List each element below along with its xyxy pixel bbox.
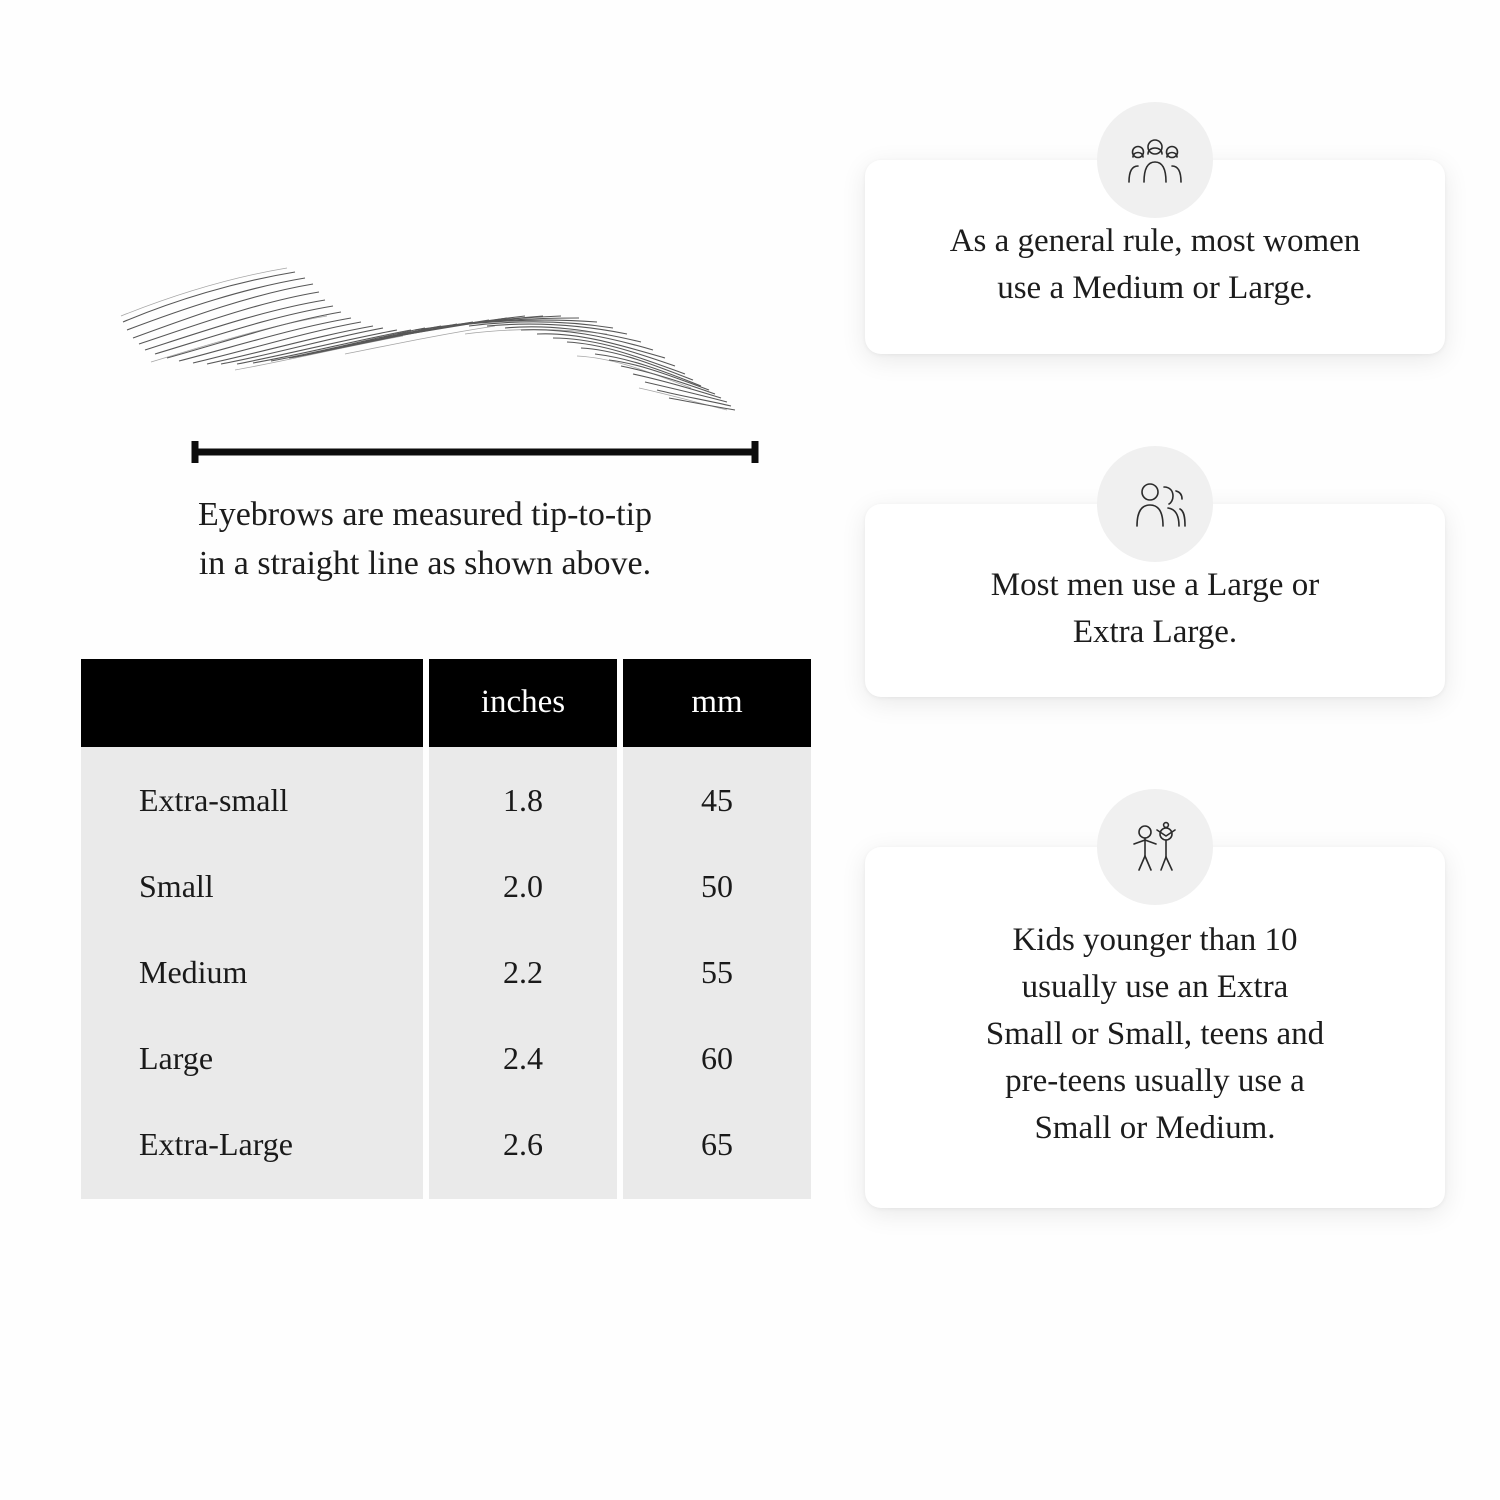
note-line-4: pre-teens usually use a [1005,1063,1305,1100]
note-line-2: usually use an Extra [1021,969,1289,1006]
table-header-row [81,659,811,747]
cell-inches: 1.8 [429,747,617,844]
note-card-kids [865,847,1445,1207]
cell-mm: 50 [623,844,811,930]
table-row [81,844,811,930]
cell-mm: 45 [623,747,811,844]
left-column [75,150,805,1199]
eyebrow-figure [115,150,755,480]
right-column [865,160,1445,1280]
note-line-3: Small or Small, teens and [985,1016,1325,1053]
men-group-icon [1097,446,1213,562]
measurement-bar-icon [190,440,760,464]
kids-icon-glyph [1126,820,1184,874]
table-row [81,1016,811,1102]
cell-mm: 55 [623,930,811,1016]
note-line-1: As a general rule, most women [949,223,1361,259]
cell-inches: 2.0 [429,844,617,930]
cell-size-name: Small [81,844,423,930]
note-text-kids [905,917,1405,1151]
note-card-men [865,504,1445,698]
caption-line-2: in a straight line as shown above. [198,545,652,583]
women-group-icon-glyph [1124,134,1186,186]
size-table-body [81,747,811,1199]
note-line-5: Small or Medium. [1034,1109,1276,1146]
size-table [75,659,817,1199]
cell-mm: 60 [623,1016,811,1102]
header-size-name [81,659,423,747]
cell-size-name: Extra-small [81,747,423,844]
cell-size-name: Extra-Large [81,1102,423,1199]
note-line-2: Extra Large. [1072,613,1238,650]
note-text-men [905,562,1405,656]
header-inches: inches [429,659,617,747]
cell-size-name: Large [81,1016,423,1102]
note-card-women [865,160,1445,354]
women-group-icon [1097,102,1213,218]
size-table-head [81,659,811,747]
table-row [81,1102,811,1199]
note-line-2: use a Medium or Large. [997,269,1313,306]
note-text-women [905,218,1405,312]
header-mm: mm [623,659,811,747]
cell-inches: 2.4 [429,1016,617,1102]
table-row [81,747,811,844]
cell-inches: 2.6 [429,1102,617,1199]
cell-size-name: Medium [81,930,423,1016]
measurement-caption [75,490,775,589]
cell-mm: 65 [623,1102,811,1199]
cell-inches: 2.2 [429,930,617,1016]
note-line-1: Most men use a Large or [990,566,1320,603]
kids-icon [1097,789,1213,905]
note-line-1: Kids younger than 10 [1012,922,1298,959]
caption-line-1: Eyebrows are measured tip-to-tip [197,496,653,533]
men-group-icon-glyph [1124,478,1186,530]
table-row [81,930,811,1016]
eyebrow-illustration-icon [115,230,755,450]
